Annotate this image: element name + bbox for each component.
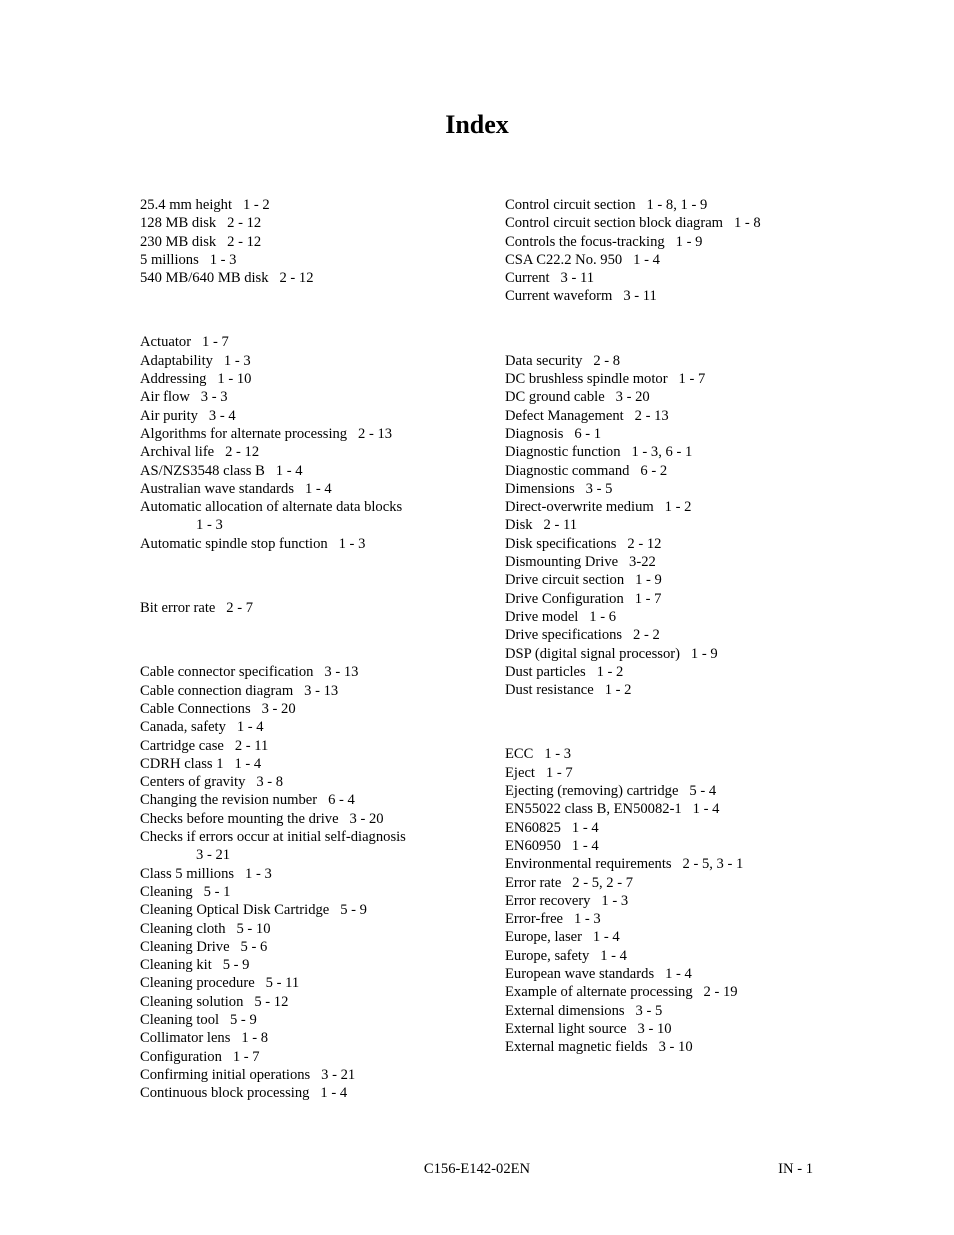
index-entry: External dimensions 3 - 5 (505, 1002, 663, 1019)
index-entry: Current waveform 3 - 11 (505, 288, 657, 305)
index-entry: 25.4 mm height 1 - 2 (140, 197, 270, 213)
index-entry: Collimator lens 1 - 8 (140, 1030, 269, 1047)
index-entry: Australian wave standards 1 - 4 (140, 480, 332, 497)
group-spacer (505, 699, 835, 745)
index-entry: Archival life 2 - 12 (140, 444, 260, 461)
index-entry: Cable connector specification 3 - 13 (140, 664, 359, 681)
index-entry: Disk specifications 2 - 12 (505, 535, 662, 552)
index-entry: Error recovery 1 - 3 (505, 892, 629, 909)
index-group (140, 663, 470, 1102)
index-entry: Europe, safety 1 - 4 (505, 947, 627, 964)
index-entry: Cleaning kit 5 - 9 (140, 957, 250, 974)
index-group (505, 745, 835, 1056)
index-entry: Error rate 2 - 5, 2 - 7 (505, 874, 634, 891)
index-entry: Confirming initial operations 3 - 21 (140, 1066, 356, 1083)
index-entry: Ejecting (removing) cartridge 5 - 4 (505, 783, 717, 800)
index-group (505, 352, 835, 700)
index-entry: CSA C22.2 No. 950 1 - 4 (505, 251, 660, 268)
index-entry: Air flow 3 - 3 (140, 389, 228, 406)
index-entry: Cleaning Optical Disk Cartridge 5 - 9 (140, 902, 367, 919)
index-entry: Continuous block processing 1 - 4 (140, 1085, 348, 1102)
index-entry: Diagnostic function 1 - 3, 6 - 1 (505, 444, 693, 461)
index-entry: Checks before mounting the drive 3 - 20 (140, 810, 384, 827)
index-entry: Dismounting Drive 3-22 (505, 554, 656, 571)
index-group (140, 599, 470, 617)
index-entry: External light source 3 - 10 (505, 1020, 672, 1037)
index-entry: EN60825 1 - 4 (505, 819, 599, 836)
index-entry: CDRH class 1 1 - 4 (140, 755, 262, 772)
index-entry: Current 3 - 11 (505, 270, 595, 287)
index-entry: Drive Configuration 1 - 7 (505, 590, 662, 607)
index-group (505, 196, 835, 306)
index-entry: Eject 1 - 7 (505, 764, 573, 781)
group-spacer (140, 617, 470, 663)
index-entry: AS/NZS3548 class B 1 - 4 (140, 462, 303, 479)
index-entry: Environmental requirements 2 - 5, 3 - 1 (505, 856, 744, 873)
index-entry: External magnetic fields 3 - 10 (505, 1039, 693, 1056)
index-entry: Drive specifications 2 - 2 (505, 627, 660, 644)
index-entry: 540 MB/640 MB disk 2 - 12 (140, 270, 314, 287)
index-entry: DC brushless spindle motor 1 - 7 (505, 371, 706, 388)
index-entry: Diagnostic command 6 - 2 (505, 462, 668, 479)
index-entry: EN60950 1 - 4 (505, 837, 599, 854)
index-entry: DC ground cable 3 - 20 (505, 389, 650, 406)
index-entry: Direct-overwrite medium 1 - 2 (505, 499, 692, 516)
index-entry: 128 MB disk 2 - 12 (140, 215, 262, 232)
index-entry: Cable Connections 3 - 20 (140, 700, 296, 717)
index-entry: Disk 2 - 11 (505, 517, 578, 534)
index-entry: Drive circuit section 1 - 9 (505, 572, 662, 589)
index-entry: 230 MB disk 2 - 12 (140, 233, 262, 250)
index-entry: Dust resistance 1 - 2 (505, 682, 632, 699)
index-entry: Automatic spindle stop function 1 - 3 (140, 535, 366, 552)
page-number: IN - 1 (778, 1161, 813, 1177)
group-spacer (140, 287, 470, 333)
index-entry: Dust particles 1 - 2 (505, 663, 624, 680)
index-entry: Cleaning tool 5 - 9 (140, 1011, 257, 1028)
index-entry: 5 millions 1 - 3 (140, 251, 237, 268)
index-entry: Data security 2 - 8 (505, 352, 621, 369)
index-entry: Dimensions 3 - 5 (505, 480, 613, 497)
index-entry: DSP (digital signal processor) 1 - 9 (505, 645, 718, 662)
index-entry: Canada, safety 1 - 4 (140, 719, 264, 736)
index-entry: Cartridge case 2 - 11 (140, 737, 269, 754)
page-title: Index (445, 110, 509, 139)
index-entry: Cleaning Drive 5 - 6 (140, 938, 268, 955)
group-spacer (505, 306, 835, 352)
document-code: C156-E142-02EN (423, 1161, 531, 1177)
index-entry: Actuator 1 - 7 (140, 334, 229, 351)
index-entry-continuation: 1 - 3 (196, 517, 223, 534)
index-entry: Centers of gravity 3 - 8 (140, 774, 284, 791)
index-entry: Changing the revision number 6 - 4 (140, 792, 355, 809)
index-entry: Cleaning cloth 5 - 10 (140, 920, 271, 937)
index-entry: Cable connection diagram 3 - 13 (140, 682, 339, 699)
index-column-left (140, 196, 470, 1102)
index-entry: Cleaning procedure 5 - 11 (140, 975, 300, 992)
index-entry: Control circuit section block diagram 1 - 8 (505, 215, 761, 232)
index-entry: Cleaning solution 5 - 12 (140, 993, 289, 1010)
index-entry: Checks if errors occur at initial self-diagnosis (140, 829, 406, 846)
index-entry: ECC 1 - 3 (505, 746, 572, 763)
group-spacer (140, 553, 470, 599)
index-entry: Controls the focus-tracking 1 - 9 (505, 233, 703, 250)
index-entry: Error-free 1 - 3 (505, 911, 601, 928)
index-entry: Europe, laser 1 - 4 (505, 929, 620, 946)
index-entry: Cleaning 5 - 1 (140, 883, 231, 900)
index-entry: Defect Management 2 - 13 (505, 407, 669, 424)
index-entry: Diagnosis 6 - 1 (505, 425, 602, 442)
index-entry-continuation: 3 - 21 (196, 847, 231, 864)
index-group (140, 196, 470, 287)
index-entry: Drive model 1 - 6 (505, 608, 617, 625)
index-entry: Automatic allocation of alternate data blocks (140, 499, 403, 516)
index-entry: Configuration 1 - 7 (140, 1048, 260, 1065)
index-entry: Example of alternate processing 2 - 19 (505, 984, 738, 1001)
index-entry: Air purity 3 - 4 (140, 407, 236, 424)
index-entry: European wave standards 1 - 4 (505, 965, 692, 982)
index-entry: Addressing 1 - 10 (140, 371, 252, 388)
index-entry: Algorithms for alternate processing 2 - 13 (140, 425, 393, 442)
index-entry: Class 5 millions 1 - 3 (140, 865, 272, 882)
index-entry: Bit error rate 2 - 7 (140, 600, 254, 617)
index-entry: Control circuit section 1 - 8, 1 - 9 (505, 197, 708, 213)
index-group (140, 333, 470, 553)
index-entry: Adaptability 1 - 3 (140, 352, 251, 369)
index-entry: EN55022 class B, EN50082-1 1 - 4 (505, 801, 720, 818)
index-column-right (505, 196, 835, 1056)
